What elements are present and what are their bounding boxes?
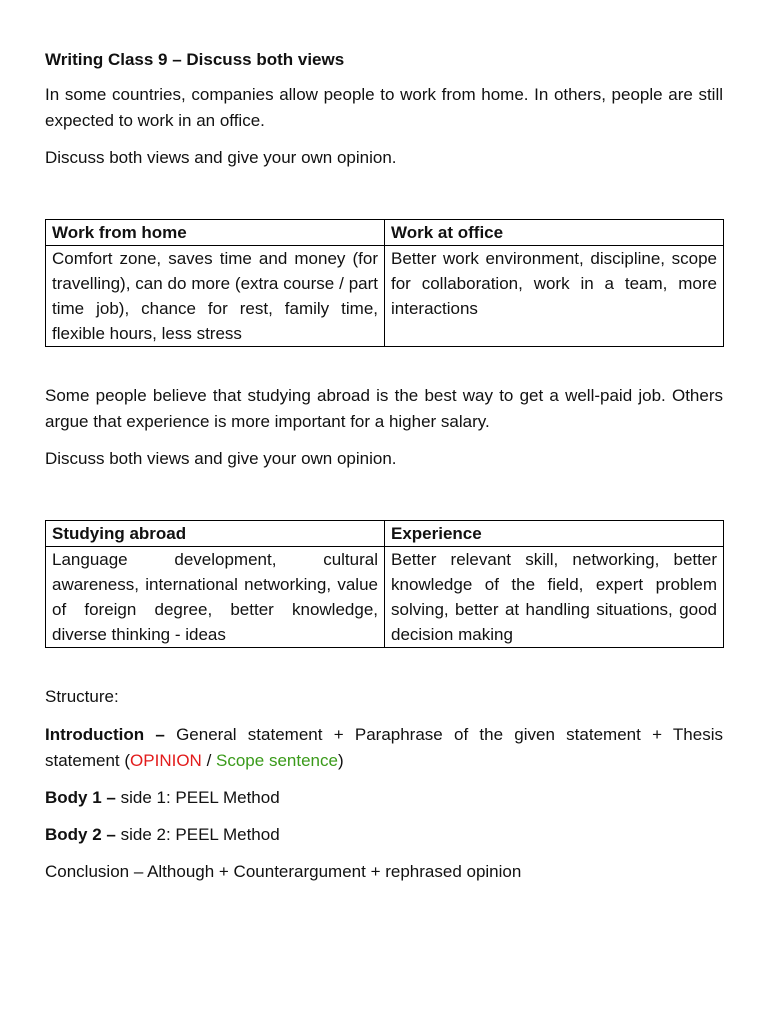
table-header-row [46, 521, 724, 547]
task2-prompt: Some people believe that studying abroad is the best way to get a well-paid job. Others argue that experience is more important for a higher salary. [45, 386, 723, 431]
task1-instruction: Discuss both views and give your own opinion. [45, 148, 397, 167]
structure-body1 [45, 785, 723, 811]
body2-text: side 2: PEEL Method [115, 825, 280, 844]
document-page [45, 47, 723, 896]
table-header-cell: Work from home [46, 220, 385, 246]
body1-text: side 1: PEEL Method [115, 788, 280, 807]
table-header-cell: Studying abroad [46, 521, 385, 547]
opinion-label: OPINION [130, 751, 202, 770]
task2-table-wrap [45, 520, 723, 648]
body2-heading: Body 2 – [45, 825, 116, 844]
structure-introduction [45, 722, 723, 774]
task1-prompt: In some countries, companies allow people to work from home. In others, people are still expected to work in an office. [45, 85, 723, 130]
page-title: Writing Class 9 – Discuss both views [45, 50, 345, 69]
table-cell: Better work environment, discipline, scope for collaboration, work in a team, more interactions [385, 246, 724, 347]
table-cell: Language development, cultural awareness, international networking, value of foreign degree, better knowledge, diverse thinking - ideas [46, 547, 385, 648]
introduction-close: ) [337, 751, 344, 770]
structure-body2 [45, 822, 723, 848]
body1-heading: Body 1 – [45, 788, 116, 807]
task1-table [45, 219, 724, 347]
table-row [46, 547, 724, 648]
task2-table [45, 520, 724, 648]
structure-conclusion: Conclusion – Although + Counterargument + rephrased opinion [45, 862, 522, 881]
table-cell: Comfort zone, saves time and money (for travelling), can do more (extra course / part time job), chance for rest, family time, flexible hours, less stress [46, 246, 385, 347]
scope-sentence-label: Scope sentence [216, 751, 338, 770]
task2-instruction: Discuss both views and give your own opinion. [45, 449, 397, 468]
introduction-separator: / [201, 751, 217, 770]
table-cell: Better relevant skill, networking, better knowledge of the field, expert problem solving, better at handling situations, good decision making [385, 547, 724, 648]
table-header-row [46, 220, 724, 246]
table-header-cell: Experience [385, 521, 724, 547]
table-row [46, 246, 724, 347]
introduction-heading: Introduction – [45, 725, 165, 744]
table-header-cell: Work at office [385, 220, 724, 246]
introduction-text: General statement + Paraphrase of the given statement + Thesis statement ( [45, 725, 723, 770]
structure-label: Structure: [45, 687, 119, 706]
task1-table-wrap [45, 219, 723, 347]
